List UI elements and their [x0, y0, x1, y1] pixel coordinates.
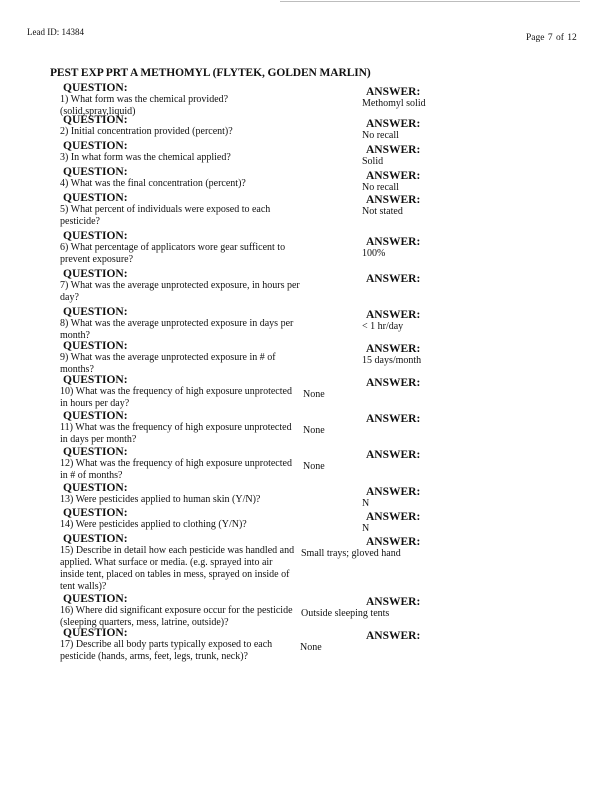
answer-text: N [362, 498, 370, 509]
question-label: QUESTION: [63, 482, 128, 494]
question-label: QUESTION: [63, 446, 128, 458]
answer-label: ANSWER: [366, 170, 421, 182]
answer-label: ANSWER: [366, 273, 421, 285]
answer-text: 100% [362, 248, 386, 259]
question-text: 17) Describe all body parts typically exposed to each pesticide (hands, arms, feet, legs, trunk, neck)? [60, 639, 273, 662]
answer-label: ANSWER: [366, 486, 421, 498]
answer-label: ANSWER: [366, 118, 421, 130]
question-text: 12) What was the frequency of high exposure unprotected in # of months? [60, 458, 292, 481]
answer-text: 15 days/month [362, 355, 422, 366]
answer-label: ANSWER: [366, 413, 421, 425]
question-text: 9) What was the average unprotected exposure in # of months? [60, 352, 276, 375]
question-label: QUESTION: [63, 507, 128, 519]
question-text: 2) Initial concentration provided (percent)? [60, 126, 233, 137]
question-label: QUESTION: [63, 230, 128, 242]
page-number: Page 7 of 12 [526, 33, 577, 43]
answer-label: ANSWER: [366, 377, 421, 389]
question-label: QUESTION: [63, 140, 128, 152]
question-text: 13) Were pesticides applied to human skin (Y/N)? [60, 494, 261, 505]
question-text: 1) What form was the chemical provided?(solid,spray,liquid) [60, 94, 229, 117]
answer-text: < 1 hr/day [362, 321, 404, 332]
answer-text: None [303, 461, 325, 472]
question-label: QUESTION: [63, 593, 128, 605]
answer-label: ANSWER: [366, 449, 421, 461]
question-label: QUESTION: [63, 533, 128, 545]
answer-label: ANSWER: [366, 144, 421, 156]
answer-text: No recall [362, 130, 399, 141]
top-rule-divider [280, 1, 580, 2]
question-label: QUESTION: [63, 82, 128, 94]
question-text: 11) What was the frequency of high exposure unprotected in days per month? [60, 422, 292, 445]
question-text: 5) What percent of individuals were exposed to each pesticide? [60, 204, 271, 227]
answer-text: Small trays; gloved hand [301, 548, 401, 559]
question-text: 16) Where did significant exposure occur for the pesticide (sleeping quarters, mess, latrine, outside)? [60, 605, 293, 628]
question-text: 15) Describe in detail how each pesticide was handled and applied. What surface or media. (e.g. sprayed into air inside tent, placed on tables in mess, sprayed on inside of tent walls)? [60, 545, 295, 592]
answer-text: None [300, 642, 322, 653]
answer-label: ANSWER: [366, 194, 421, 206]
question-label: QUESTION: [63, 374, 128, 386]
answer-label: ANSWER: [366, 511, 421, 523]
answer-text: No recall [362, 182, 399, 193]
question-label: QUESTION: [63, 306, 128, 318]
question-text: 10) What was the frequency of high exposure unprotected in hours per day? [60, 386, 292, 409]
answer-label: ANSWER: [366, 630, 421, 642]
question-label: QUESTION: [63, 166, 128, 178]
answer-text: None [303, 425, 325, 436]
answer-text: Solid [362, 156, 384, 167]
answer-label: ANSWER: [366, 86, 421, 98]
question-text: 7) What was the average unprotected exposure, in hours per day? [60, 280, 300, 303]
answer-label: ANSWER: [366, 343, 421, 355]
answer-text: Not stated [362, 206, 403, 217]
question-label: QUESTION: [63, 340, 128, 352]
question-label: QUESTION: [63, 114, 128, 126]
answer-label: ANSWER: [366, 309, 421, 321]
question-label: QUESTION: [63, 627, 128, 639]
answer-text: None [303, 389, 325, 400]
answer-text: Methomyl solid [362, 98, 426, 109]
question-label: QUESTION: [63, 192, 128, 204]
document-title: PEST EXP PRT A METHOMYL (FLYTEK, GOLDEN MARLIN) [50, 67, 371, 79]
question-text: 8) What was the average unprotected exposure in days per month? [60, 318, 294, 341]
question-label: QUESTION: [63, 268, 128, 280]
question-text: 6) What percentage of applicators wore gear sufficent to prevent exposure? [60, 242, 286, 265]
answer-label: ANSWER: [366, 596, 421, 608]
question-text: 14) Were pesticides applied to clothing (Y/N)? [60, 519, 247, 530]
answer-label: ANSWER: [366, 236, 421, 248]
question-text: 4) What was the final concentration (percent)? [60, 178, 246, 189]
answer-text: Outside sleeping tents [301, 608, 390, 619]
answer-text: N [362, 523, 370, 534]
lead-id: Lead ID: 14384 [27, 27, 84, 37]
question-text: 3) In what form was the chemical applied? [60, 152, 231, 163]
question-label: QUESTION: [63, 410, 128, 422]
answer-label: ANSWER: [366, 536, 421, 548]
